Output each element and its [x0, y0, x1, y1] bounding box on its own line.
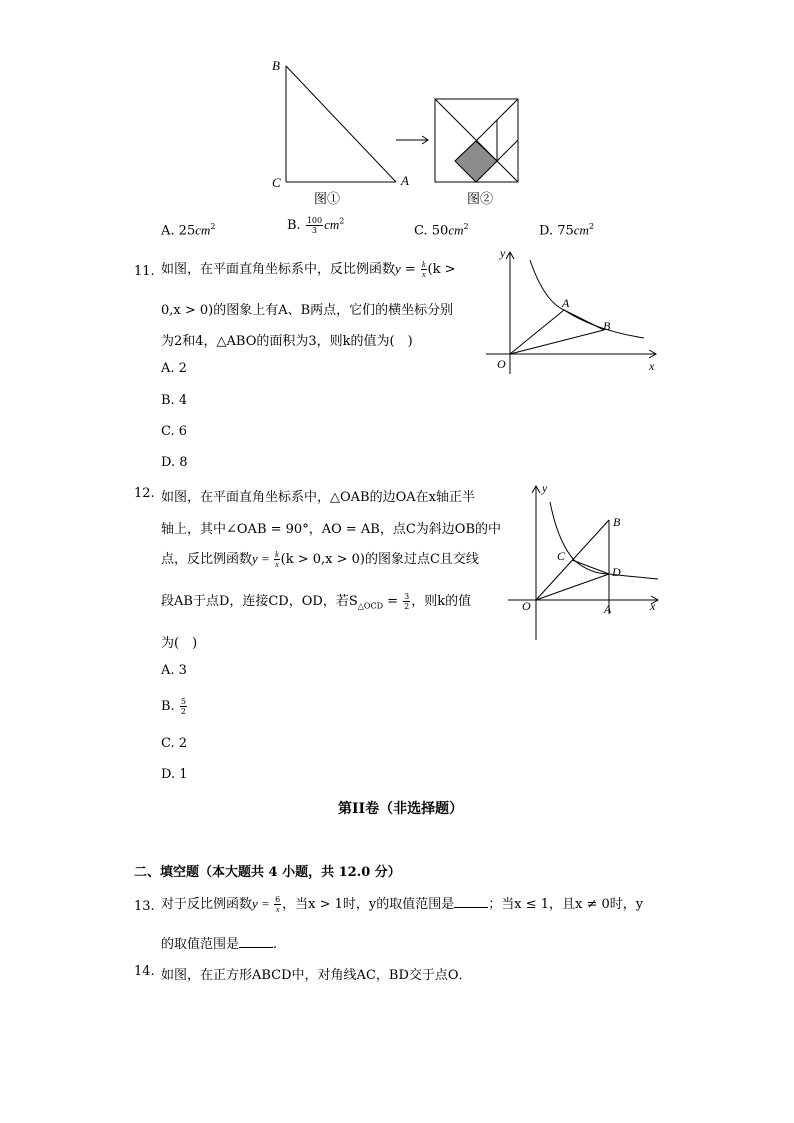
q13-line2: 的取值范围是 .	[161, 937, 278, 952]
q12-graph-d: D	[612, 565, 621, 579]
q13-number: 13.	[134, 899, 155, 914]
q11-number: 11.	[134, 264, 155, 279]
q12-line5: 为( )	[161, 636, 198, 651]
q11-graph	[484, 246, 664, 381]
section-2-heading: 二、填空题（本大题共 4 小题，共 12.0 分）	[134, 865, 401, 880]
q13-blank-1[interactable]	[454, 895, 488, 908]
q12-graph-c: C	[557, 549, 566, 563]
fig1-label-a: A	[401, 173, 409, 188]
q11-option-d[interactable]: D. 8	[161, 455, 188, 470]
fig1-label-b: B	[272, 58, 280, 73]
q10-option-d[interactable]: D. $75cm^2$	[539, 222, 595, 239]
fig1-caption: 图①	[314, 192, 341, 207]
q11-option-c[interactable]: C. 6	[161, 424, 188, 439]
q10-option-b[interactable]: B. $\frac{100}{3}$ $cm^2$	[287, 216, 345, 235]
q12-graph-y: y	[542, 481, 548, 495]
q12-option-a[interactable]: A. 3	[161, 663, 187, 678]
q11-graph-b: B	[603, 319, 611, 333]
q12-number: 12.	[134, 486, 155, 501]
q10-option-a[interactable]: A. $25cm^2$	[161, 222, 216, 239]
q13-blank-2[interactable]	[239, 935, 273, 948]
q11-line1: 如图，在平面直角坐标系中，反比例函数y = $\frac{k}{x}$ (k >	[161, 260, 456, 279]
q12-line2: 轴上，其中∠OAB = 90°，AO = AB，点C为斜边OB的中	[161, 522, 501, 537]
q12-option-d[interactable]: D. 1	[161, 767, 188, 782]
q11-option-a[interactable]: A. 2	[161, 361, 187, 376]
q12-graph	[506, 480, 666, 645]
q10-option-c[interactable]: C. $50cm^2$	[414, 222, 469, 239]
figure-2-tangram	[434, 98, 520, 184]
figure-1-triangle	[268, 56, 418, 206]
q14-text: 如图，在正方形ABCD中，对角线AC，BD交于点O．	[161, 968, 472, 983]
q12-graph-a: A	[604, 602, 612, 616]
q12-option-b[interactable]: B. $\frac{5}{2}$	[161, 697, 186, 716]
fig1-label-c: C	[272, 175, 281, 190]
q12-graph-b: B	[613, 515, 621, 529]
q11-graph-y: y	[500, 246, 506, 260]
q12-line4: 段AB于点D，连接CD，OD，若$S_{\triangle OCD}$ = $\frac{3}{2}$ ，则k的值	[161, 592, 472, 611]
q12-graph-o: O	[522, 599, 531, 613]
q14-number: 14.	[134, 964, 155, 979]
arrow-icon	[394, 132, 434, 148]
q11-graph-x: x	[649, 359, 655, 373]
q11-graph-o: O	[497, 357, 506, 371]
q12-line3: 点，反比例函数y = $\frac{k}{x}$ (k > 0,x > 0)的图象过点C且交线	[161, 550, 479, 569]
fig2-caption: 图②	[467, 192, 494, 207]
q11-line3: 为2和4，△ABO的面积为3，则k的值为( )	[161, 334, 413, 349]
q13-line1: 对于反比例函数y = $\frac{6}{x}$ ，当x > 1时，y的取值范围是 ；当x ≤ 1，且x ≠ 0时，y	[161, 895, 644, 914]
q11-line2: 0,x > 0)的图象上有A、B两点，它们的横坐标分别	[161, 303, 454, 318]
q12-line1: 如图，在平面直角坐标系中，△OAB的边OA在x轴正半	[161, 490, 475, 505]
section-2-title: 第II卷（非选择题）	[338, 801, 464, 817]
shaded-square	[455, 141, 497, 182]
q12-graph-x: x	[650, 599, 656, 613]
q11-option-b[interactable]: B. 4	[161, 393, 188, 408]
q12-option-c[interactable]: C. 2	[161, 736, 188, 751]
q11-graph-a: A	[562, 296, 570, 310]
